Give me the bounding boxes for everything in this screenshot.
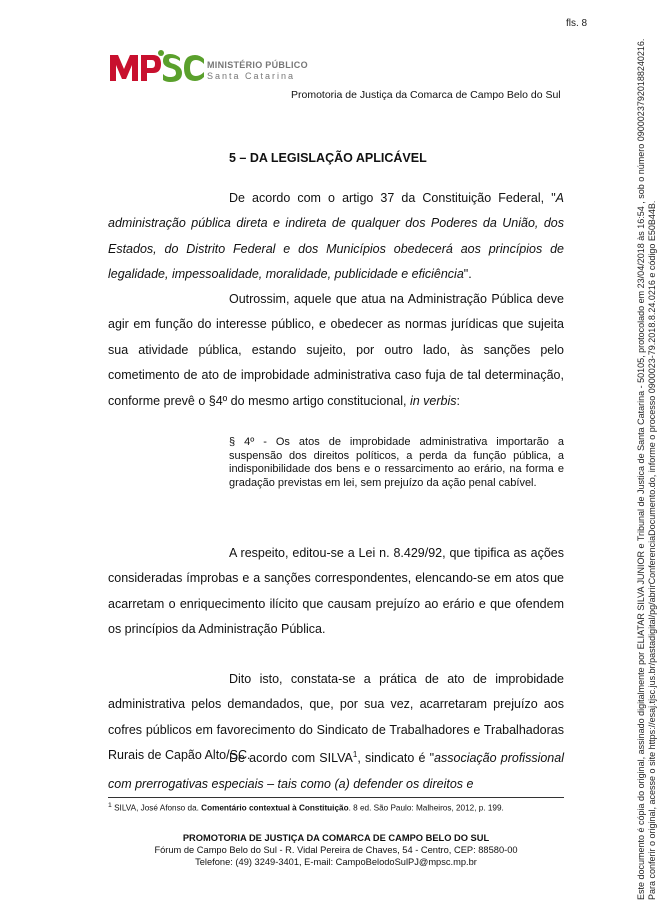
stamp-line-2: Para conferir o original, acesse o site https://esaj.tjsc.jus.br/pastadigital/pg/abrirConferenciaDocumento.do, informe o processo 0900023-79.2018.8.24.0216 e código E50B44B. bbox=[647, 200, 657, 900]
mpsc-logo bbox=[108, 47, 206, 85]
page-number: fls. 8 bbox=[566, 18, 588, 29]
org-name: MINISTÉRIO PÚBLICO bbox=[207, 60, 308, 70]
footer-contact: Telefone: (49) 3249-3401, E-mail: CampoBelodoSulPJ@mpsc.mp.br bbox=[195, 857, 477, 867]
org-subtitle: Santa Catarina bbox=[207, 71, 296, 81]
footer-title: PROMOTORIA DE JUSTIÇA DA COMARCA DE CAMPO BELO DO SUL bbox=[182, 833, 490, 843]
paragraph-1: De acordo com o artigo 37 da Constituição Federal, "A administração pública direta e indireta de qualquer dos Poderes da União, dos Estados, do Distrito Federal e dos Municípios obedecerá aos princípios de legalidade, impessoalidade, moralidade, publicidade e eficiência". bbox=[108, 191, 564, 282]
footer-address: Fórum de Campo Belo do Sul - R. Vidal Pereira de Chaves, 54 - Centro, CEP: 88580-00 bbox=[154, 845, 518, 855]
footnote-divider bbox=[108, 797, 564, 798]
paragraph-2: Outrossim, aquele que atua na Administração Pública deve agir em função do interesse público, e obedecer as normas jurídicas que sujeita sua atividade pública, estando sujeito, por outro lado, às sanções pelo cometimento de ato de improbidade administrativa caso fuja de tal determinação, conforme prevê o §4º do mesmo artigo constitucional, in verbis: bbox=[108, 292, 564, 408]
paragraph-3: A respeito, editou-se a Lei n. 8.429/92, que tipifica as ações consideradas ímprobas e a sanções correspondentes, elencando-se em atos que acarretam o enriquecimento ilícito que causam prejuízo ao erário e que ofendem os princípios da Administração Pública. bbox=[108, 546, 564, 637]
header-promotoria: Promotoria de Justiça da Comarca de Campo Belo do Sul bbox=[291, 89, 561, 101]
constitution-quote: § 4º - Os atos de improbidade administrativa importarão a suspensão dos direitos políticos, a perda da função pública, a indisponibilidade dos bens e o ressarcimento ao erário, na forma e gradação previstas em lei, sem prejuízo da ação penal cabível. bbox=[229, 436, 564, 489]
paragraph-4: Dito isto, constata-se a prática de ato de improbidade administrativa pelos demandados, que, por sua vez, acarretaram prejuízo aos cofres públicos em favorecimento do Sindicato de Trabalhadores e Trabalhadoras Rurais de Capão Alto/SC. bbox=[108, 672, 564, 763]
stamp-line-1: Este documento é cópia do original, assinado digitalmente por ELIATAR SILVA JUNIOR e Tribunal de Justica de Santa Catarina - 50105, protocolado em 23/04/2018 às 16:54 , sob o número 0900023792018824021​6. bbox=[636, 38, 646, 900]
section-title: 5 – DA LEGISLAÇÃO APLICÁVEL bbox=[229, 151, 427, 165]
paragraph-5: De acordo com SILVA$^1$, sindicato é "associação profissional com prerrogativas especiais – tais como (a) defender os direitos e bbox=[108, 750, 564, 791]
footnote: $^1$ SILVA, José Afonso da. Comentário contextual à Constituição. 8 ed. São Paulo: Malheiros, 2012, p. 199. bbox=[108, 802, 504, 813]
digital-signature-stamp bbox=[580, 0, 657, 903]
